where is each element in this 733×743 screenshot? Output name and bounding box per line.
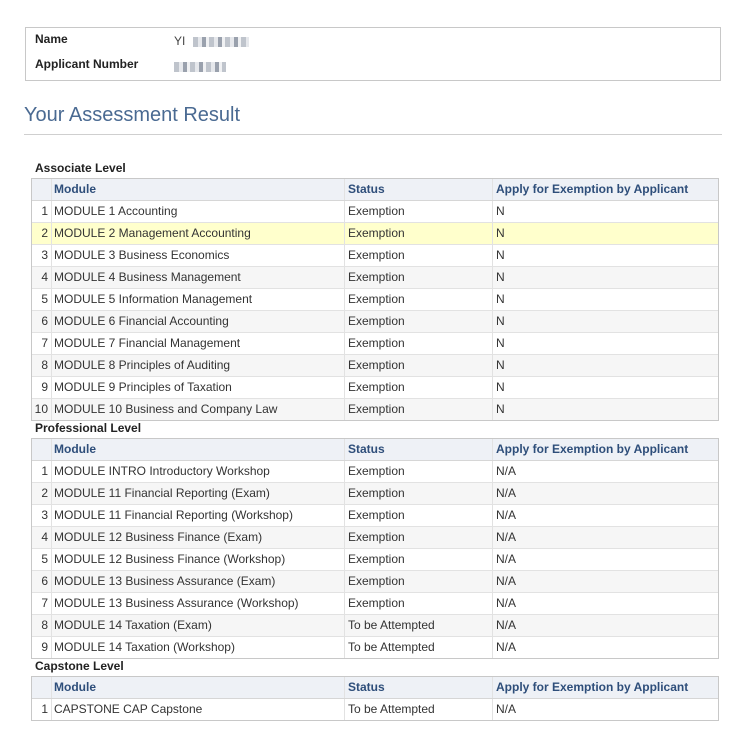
name-label: Name <box>35 32 68 46</box>
row-apply: N <box>496 402 505 416</box>
col-header-status: Status <box>348 182 385 196</box>
applicant-number-value <box>174 59 226 73</box>
table-row[interactable] <box>32 355 718 377</box>
row-apply: N/A <box>496 618 517 632</box>
row-status: Exemption <box>348 204 405 218</box>
row-apply: N/A <box>496 640 517 654</box>
applicant-number-label: Applicant Number <box>35 57 139 71</box>
row-number: 7 <box>41 336 48 350</box>
table-row[interactable] <box>32 615 718 637</box>
row-number: 2 <box>41 226 48 240</box>
row-status: To be Attempted <box>348 640 435 654</box>
table-header <box>32 439 718 461</box>
row-module: MODULE 4 Business Management <box>54 270 241 284</box>
row-apply: N <box>496 270 505 284</box>
table-row[interactable] <box>32 461 718 483</box>
row-apply: N/A <box>496 530 517 544</box>
page-title: Your Assessment Result <box>24 104 241 126</box>
table-row[interactable] <box>32 245 718 267</box>
row-apply: N/A <box>496 552 517 566</box>
row-number: 8 <box>41 618 48 632</box>
row-apply: N <box>496 204 505 218</box>
name-value <box>174 34 249 48</box>
table-row[interactable] <box>32 505 718 527</box>
row-module: CAPSTONE CAP Capstone <box>54 702 203 716</box>
capstone-level-title: Capstone Level <box>35 659 124 673</box>
applicant-info-panel <box>25 27 721 81</box>
row-status: Exemption <box>348 314 405 328</box>
row-number: 1 <box>41 204 48 218</box>
row-module: MODULE 14 Taxation (Exam) <box>54 618 212 632</box>
row-module: MODULE 12 Business Finance (Workshop) <box>54 552 286 566</box>
capstone-level-table <box>31 676 719 721</box>
row-status: Exemption <box>348 486 405 500</box>
row-module: MODULE 2 Management Accounting <box>54 226 251 240</box>
table-row[interactable] <box>32 267 718 289</box>
table-header <box>32 677 718 699</box>
row-module: MODULE 8 Principles of Auditing <box>54 358 231 372</box>
row-apply: N/A <box>496 508 517 522</box>
row-module: MODULE 11 Financial Reporting (Workshop) <box>54 508 293 522</box>
row-apply: N/A <box>496 464 517 478</box>
row-module: MODULE 6 Financial Accounting <box>54 314 229 328</box>
row-module: MODULE 13 Business Assurance (Exam) <box>54 574 276 588</box>
name-value-text: YI <box>174 34 186 48</box>
row-number: 1 <box>41 464 48 478</box>
row-number: 3 <box>41 508 48 522</box>
row-apply: N/A <box>496 702 517 716</box>
row-status: Exemption <box>348 508 405 522</box>
row-status: Exemption <box>348 248 405 262</box>
col-header-apply: Apply for Exemption by Applicant <box>496 182 689 196</box>
row-status: Exemption <box>348 270 405 284</box>
row-status: Exemption <box>348 552 405 566</box>
row-apply: N <box>496 292 505 306</box>
title-divider <box>24 134 722 135</box>
col-header-apply: Apply for Exemption by Applicant <box>496 442 689 456</box>
row-apply: N <box>496 314 505 328</box>
table-row[interactable] <box>32 637 718 658</box>
table-row[interactable] <box>32 399 718 420</box>
table-row[interactable] <box>32 201 718 223</box>
row-apply: N/A <box>496 596 517 610</box>
table-header <box>32 179 718 201</box>
associate-level-title: Associate Level <box>35 161 126 175</box>
row-apply: N <box>496 380 505 394</box>
col-header-module: Module <box>54 680 96 694</box>
table-row[interactable] <box>32 333 718 355</box>
table-row[interactable] <box>32 571 718 593</box>
col-header-status: Status <box>348 442 385 456</box>
row-status: Exemption <box>348 380 405 394</box>
row-number: 5 <box>41 552 48 566</box>
row-number: 5 <box>41 292 48 306</box>
row-number: 9 <box>41 380 48 394</box>
row-status: Exemption <box>348 530 405 544</box>
row-number: 2 <box>41 486 48 500</box>
professional-level-table <box>31 438 719 659</box>
row-number: 8 <box>41 358 48 372</box>
row-module: MODULE 10 Business and Company Law <box>54 402 278 416</box>
col-header-status: Status <box>348 680 385 694</box>
row-number: 4 <box>41 530 48 544</box>
row-module: MODULE 3 Business Economics <box>54 248 230 262</box>
row-apply: N <box>496 358 505 372</box>
professional-level-title: Professional Level <box>35 421 142 435</box>
row-number: 9 <box>41 640 48 654</box>
col-header-apply: Apply for Exemption by Applicant <box>496 680 689 694</box>
row-module: MODULE 7 Financial Management <box>54 336 241 350</box>
row-number: 7 <box>41 596 48 610</box>
row-module: MODULE 11 Financial Reporting (Exam) <box>54 486 270 500</box>
row-status: To be Attempted <box>348 702 435 716</box>
row-status: Exemption <box>348 336 405 350</box>
row-module: MODULE INTRO Introductory Workshop <box>54 464 270 478</box>
table-row[interactable] <box>32 289 718 311</box>
row-module: MODULE 1 Accounting <box>54 204 178 218</box>
row-number: 4 <box>41 270 48 284</box>
table-row[interactable] <box>32 483 718 505</box>
row-apply: N <box>496 248 505 262</box>
row-number: 6 <box>41 574 48 588</box>
row-apply: N/A <box>496 574 517 588</box>
row-status: Exemption <box>348 358 405 372</box>
row-apply: N <box>496 226 505 240</box>
row-number: 10 <box>34 402 48 416</box>
redacted-number <box>174 62 226 72</box>
row-status: Exemption <box>348 574 405 588</box>
row-status: Exemption <box>348 226 405 240</box>
row-number: 6 <box>41 314 48 328</box>
col-header-module: Module <box>54 182 96 196</box>
row-status: Exemption <box>348 292 405 306</box>
row-apply: N/A <box>496 486 517 500</box>
col-header-module: Module <box>54 442 96 456</box>
row-status: To be Attempted <box>348 618 435 632</box>
row-module: MODULE 12 Business Finance (Exam) <box>54 530 263 544</box>
row-status: Exemption <box>348 464 405 478</box>
row-status: Exemption <box>348 596 405 610</box>
row-module: MODULE 14 Taxation (Workshop) <box>54 640 235 654</box>
row-number: 3 <box>41 248 48 262</box>
table-row[interactable] <box>32 223 718 245</box>
table-row[interactable] <box>32 527 718 549</box>
table-row[interactable] <box>32 377 718 399</box>
table-row[interactable] <box>32 311 718 333</box>
table-row[interactable] <box>32 593 718 615</box>
redacted-name <box>193 37 249 47</box>
row-module: MODULE 13 Business Assurance (Workshop) <box>54 596 299 610</box>
table-row[interactable] <box>32 549 718 571</box>
row-status: Exemption <box>348 402 405 416</box>
row-apply: N <box>496 336 505 350</box>
row-number: 1 <box>41 702 48 716</box>
associate-level-table <box>31 178 719 421</box>
table-row[interactable] <box>32 699 718 720</box>
row-module: MODULE 5 Information Management <box>54 292 253 306</box>
row-module: MODULE 9 Principles of Taxation <box>54 380 232 394</box>
